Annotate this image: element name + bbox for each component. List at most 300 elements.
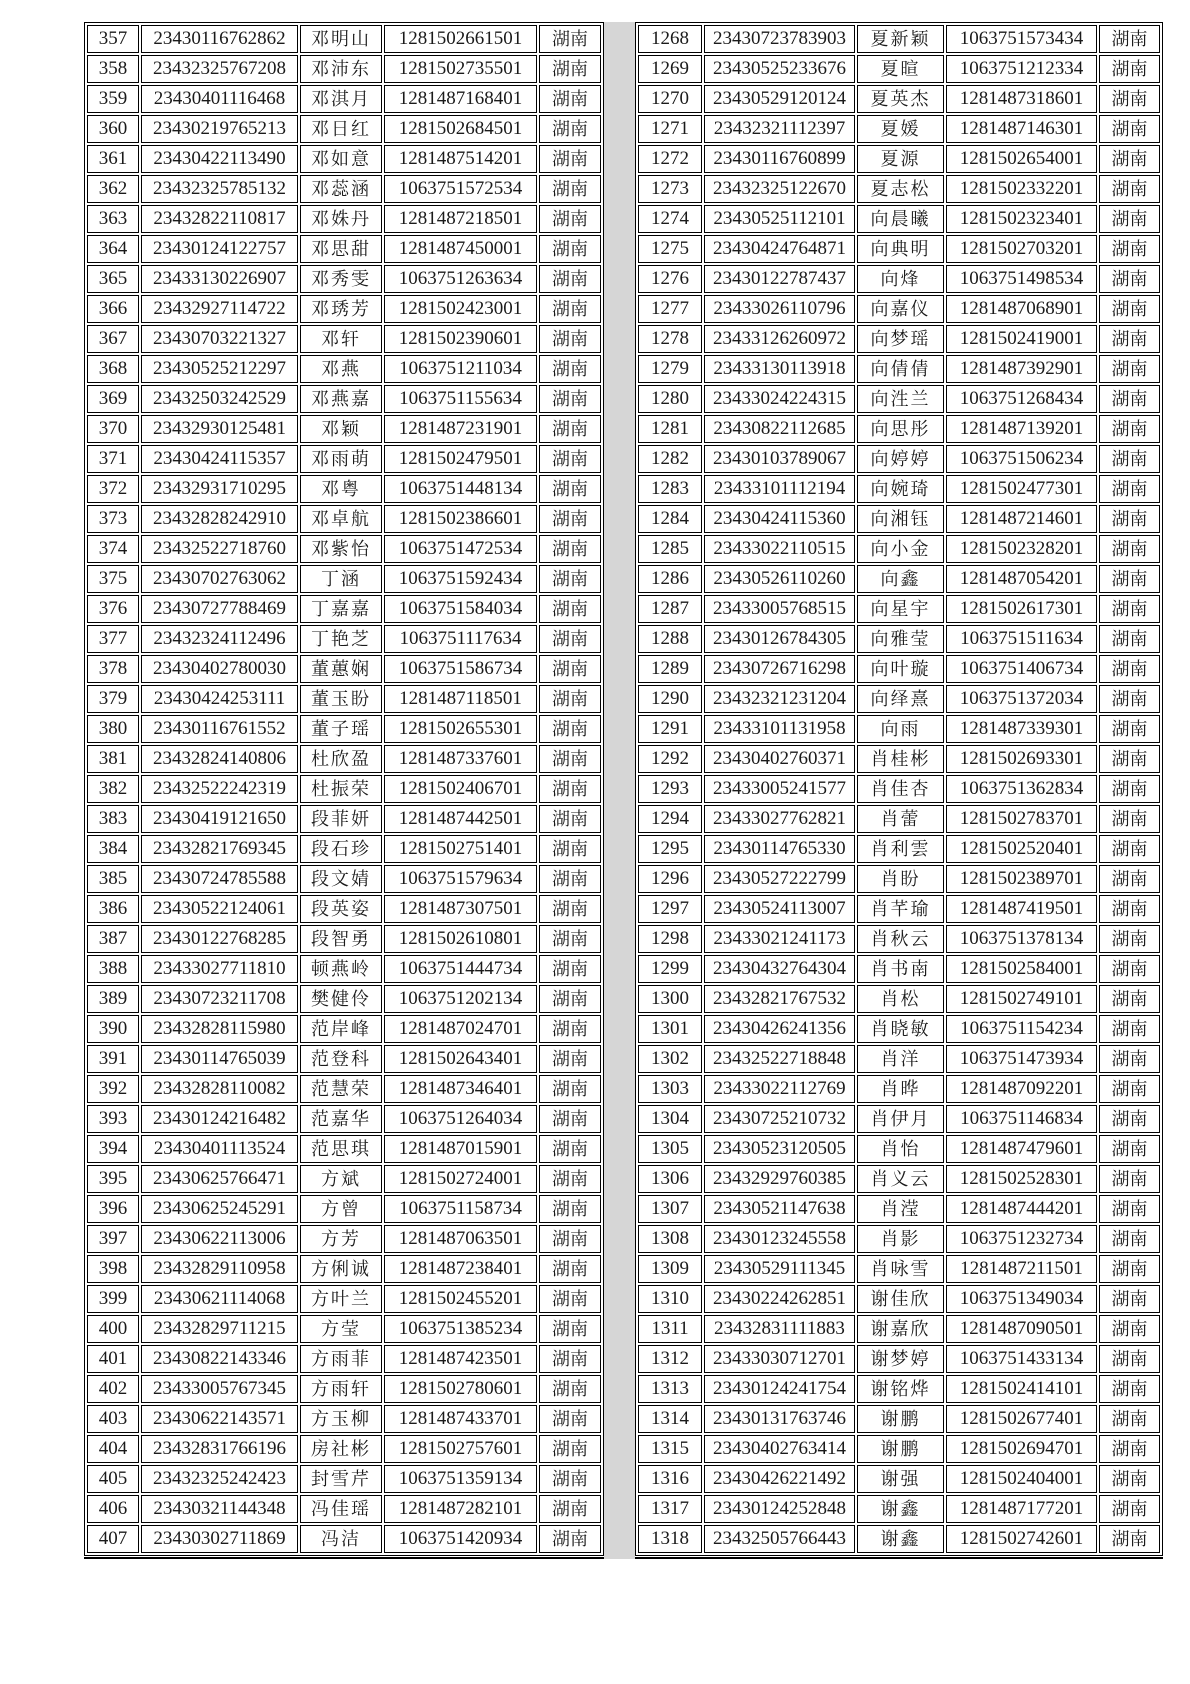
row-index-cell: 360: [87, 115, 139, 143]
province-cell: 湖南: [539, 625, 601, 653]
table-row: [638, 685, 1160, 713]
name-cell: 邓轩: [300, 325, 382, 353]
cert-no-cell: 1281487392901: [946, 355, 1097, 383]
province-cell: 湖南: [1099, 535, 1160, 563]
cert-no-cell: 1063751444734: [384, 955, 537, 983]
exam-id-cell: 23432821767532: [704, 985, 855, 1013]
row-index-cell: 1275: [638, 235, 702, 263]
cert-no-cell: 1063751572534: [384, 175, 537, 203]
cert-no-cell: 1281502751401: [384, 835, 537, 863]
name-cell: 肖佳杏: [857, 775, 944, 803]
row-index-cell: 361: [87, 145, 139, 173]
table-row: [638, 565, 1160, 593]
cert-no-cell: 1281502617301: [946, 595, 1097, 623]
exam-id-cell: 23430103789067: [704, 445, 855, 473]
province-cell: 湖南: [1099, 685, 1160, 713]
table-row: [638, 55, 1160, 83]
table-row: [638, 625, 1160, 653]
name-cell: 向鑫: [857, 565, 944, 593]
table-row: [87, 1135, 601, 1163]
row-index-cell: 386: [87, 895, 139, 923]
province-cell: 湖南: [1099, 1255, 1160, 1283]
table-row: [638, 1315, 1160, 1343]
province-cell: 湖南: [1099, 325, 1160, 353]
row-index-cell: 1285: [638, 535, 702, 563]
cert-no-cell: 1063751349034: [946, 1285, 1097, 1313]
province-cell: 湖南: [1099, 655, 1160, 683]
name-cell: 邓燕嘉: [300, 385, 382, 413]
row-index-cell: 1268: [638, 25, 702, 53]
table-row: [87, 145, 601, 173]
name-cell: 肖义云: [857, 1165, 944, 1193]
table-row: [87, 1255, 601, 1283]
province-cell: 湖南: [539, 535, 601, 563]
exam-id-cell: 23430124216482: [141, 1105, 298, 1133]
name-cell: 范岸峰: [300, 1015, 382, 1043]
exam-id-cell: 23432824140806: [141, 745, 298, 773]
cert-no-cell: 1281502610801: [384, 925, 537, 953]
cert-no-cell: 1063751586734: [384, 655, 537, 683]
name-cell: 段石珍: [300, 835, 382, 863]
name-cell: 冯洁: [300, 1525, 382, 1553]
row-index-cell: 373: [87, 505, 139, 533]
name-cell: 肖书南: [857, 955, 944, 983]
table-row: [638, 265, 1160, 293]
row-index-cell: 397: [87, 1225, 139, 1253]
cert-no-cell: 1063751268434: [946, 385, 1097, 413]
exam-id-cell: 23430432764304: [704, 955, 855, 983]
name-cell: 向梦瑶: [857, 325, 944, 353]
exam-id-cell: 23432828242910: [141, 505, 298, 533]
exam-id-cell: 23432325122670: [704, 175, 855, 203]
exam-id-cell: 23430424115357: [141, 445, 298, 473]
exam-id-cell: 23430822112685: [704, 415, 855, 443]
cert-no-cell: 1063751579634: [384, 865, 537, 893]
table-row: [87, 1465, 601, 1493]
name-cell: 夏新颖: [857, 25, 944, 53]
exam-id-cell: 23433024224315: [704, 385, 855, 413]
exam-id-cell: 23430419121650: [141, 805, 298, 833]
name-cell: 邓卓航: [300, 505, 382, 533]
name-cell: 向典明: [857, 235, 944, 263]
table-row: [638, 535, 1160, 563]
row-index-cell: 387: [87, 925, 139, 953]
table-row: [638, 1525, 1160, 1553]
cert-no-cell: 1063751155634: [384, 385, 537, 413]
exam-id-cell: 23432503242529: [141, 385, 298, 413]
cert-no-cell: 1063751506234: [946, 445, 1097, 473]
table-row: [87, 25, 601, 53]
province-cell: 湖南: [539, 775, 601, 803]
row-index-cell: 381: [87, 745, 139, 773]
table-row: [87, 385, 601, 413]
row-index-cell: 1274: [638, 205, 702, 233]
province-cell: 湖南: [539, 925, 601, 953]
row-index-cell: 379: [87, 685, 139, 713]
row-index-cell: 1293: [638, 775, 702, 803]
exam-id-cell: 23430116762862: [141, 25, 298, 53]
row-index-cell: 1299: [638, 955, 702, 983]
cert-no-cell: 1281487054201: [946, 565, 1097, 593]
cert-no-cell: 1063751472534: [384, 535, 537, 563]
name-cell: 方莹: [300, 1315, 382, 1343]
province-cell: 湖南: [539, 1255, 601, 1283]
row-index-cell: 1310: [638, 1285, 702, 1313]
exam-id-cell: 23430525112101: [704, 205, 855, 233]
province-cell: 湖南: [1099, 475, 1160, 503]
row-index-cell: 390: [87, 1015, 139, 1043]
cert-no-cell: 1281502735501: [384, 55, 537, 83]
name-cell: 方玉柳: [300, 1405, 382, 1433]
cert-no-cell: 1281487214601: [946, 505, 1097, 533]
cert-no-cell: 1281487139201: [946, 415, 1097, 443]
table-row: [638, 355, 1160, 383]
province-cell: 湖南: [1099, 1015, 1160, 1043]
name-cell: 向湘钰: [857, 505, 944, 533]
cert-no-cell: 1281487015901: [384, 1135, 537, 1163]
row-index-cell: 1318: [638, 1525, 702, 1553]
province-cell: 湖南: [1099, 1045, 1160, 1073]
row-index-cell: 1303: [638, 1075, 702, 1103]
name-cell: 谢强: [857, 1465, 944, 1493]
name-cell: 谢铭烨: [857, 1375, 944, 1403]
row-index-cell: 368: [87, 355, 139, 383]
name-cell: 夏源: [857, 145, 944, 173]
row-index-cell: 399: [87, 1285, 139, 1313]
province-cell: 湖南: [539, 505, 601, 533]
cert-no-cell: 1281502677401: [946, 1405, 1097, 1433]
row-index-cell: 371: [87, 445, 139, 473]
cert-no-cell: 1281502584001: [946, 955, 1097, 983]
cert-no-cell: 1281487442501: [384, 805, 537, 833]
province-cell: 湖南: [1099, 715, 1160, 743]
province-cell: 湖南: [539, 715, 601, 743]
cert-no-cell: 1281487339301: [946, 715, 1097, 743]
province-cell: 湖南: [539, 1345, 601, 1373]
exam-id-cell: 23432325785132: [141, 175, 298, 203]
cert-no-cell: 1063751154234: [946, 1015, 1097, 1043]
table-row: [87, 595, 601, 623]
exam-id-cell: 23430124241754: [704, 1375, 855, 1403]
name-cell: 杜振荣: [300, 775, 382, 803]
row-index-cell: 1280: [638, 385, 702, 413]
table-row: [638, 1375, 1160, 1403]
name-cell: 向小金: [857, 535, 944, 563]
row-index-cell: 363: [87, 205, 139, 233]
table-row: [87, 865, 601, 893]
table-row: [87, 1075, 601, 1103]
cert-no-cell: 1063751264034: [384, 1105, 537, 1133]
cert-no-cell: 1063751372034: [946, 685, 1097, 713]
exam-id-cell: 23432321112397: [704, 115, 855, 143]
exam-id-cell: 23433126260972: [704, 325, 855, 353]
cert-no-cell: 1281487068901: [946, 295, 1097, 323]
province-cell: 湖南: [539, 1375, 601, 1403]
province-cell: 湖南: [539, 1105, 601, 1133]
table-row: [638, 1165, 1160, 1193]
name-cell: 向叶璇: [857, 655, 944, 683]
province-cell: 湖南: [1099, 1495, 1160, 1523]
province-cell: 湖南: [1099, 505, 1160, 533]
province-cell: 湖南: [539, 1525, 601, 1553]
row-index-cell: 357: [87, 25, 139, 53]
row-index-cell: 1315: [638, 1435, 702, 1463]
exam-id-cell: 23432325242423: [141, 1465, 298, 1493]
row-index-cell: 385: [87, 865, 139, 893]
province-cell: 湖南: [1099, 1225, 1160, 1253]
province-cell: 湖南: [539, 415, 601, 443]
exam-id-cell: 23430723783903: [704, 25, 855, 53]
table-row: [638, 1255, 1160, 1283]
table-row: [638, 205, 1160, 233]
roster-table-right: [635, 22, 1163, 1556]
exam-id-cell: 23430703221327: [141, 325, 298, 353]
exam-id-cell: 23433027711810: [141, 955, 298, 983]
cert-no-cell: 1281502654001: [946, 145, 1097, 173]
province-cell: 湖南: [539, 655, 601, 683]
table-row: [638, 385, 1160, 413]
exam-id-cell: 23432831766196: [141, 1435, 298, 1463]
cert-no-cell: 1281502703201: [946, 235, 1097, 263]
cert-no-cell: 1281487146301: [946, 115, 1097, 143]
province-cell: 湖南: [539, 1285, 601, 1313]
province-cell: 湖南: [539, 115, 601, 143]
name-cell: 邓淇月: [300, 85, 382, 113]
cert-no-cell: 1281502749101: [946, 985, 1097, 1013]
province-cell: 湖南: [1099, 85, 1160, 113]
row-index-cell: 1290: [638, 685, 702, 713]
name-cell: 邓思甜: [300, 235, 382, 263]
province-cell: 湖南: [1099, 1195, 1160, 1223]
row-index-cell: 1304: [638, 1105, 702, 1133]
exam-id-cell: 23433005241577: [704, 775, 855, 803]
table-row: [87, 1225, 601, 1253]
table-row: [87, 505, 601, 533]
table-row: [638, 985, 1160, 1013]
row-index-cell: 382: [87, 775, 139, 803]
cert-no-cell: 1281487090501: [946, 1315, 1097, 1343]
cert-no-cell: 1063751211034: [384, 355, 537, 383]
province-cell: 湖南: [1099, 1105, 1160, 1133]
exam-id-cell: 23432522242319: [141, 775, 298, 803]
cert-no-cell: 1281487118501: [384, 685, 537, 713]
cert-no-cell: 1281487063501: [384, 1225, 537, 1253]
name-cell: 肖晔: [857, 1075, 944, 1103]
table-row: [87, 1345, 601, 1373]
exam-id-cell: 23433022112769: [704, 1075, 855, 1103]
row-index-cell: 389: [87, 985, 139, 1013]
row-index-cell: 1296: [638, 865, 702, 893]
name-cell: 邓紫怡: [300, 535, 382, 563]
province-cell: 湖南: [1099, 385, 1160, 413]
province-cell: 湖南: [539, 1135, 601, 1163]
cert-no-cell: 1063751473934: [946, 1045, 1097, 1073]
exam-id-cell: 23430116761552: [141, 715, 298, 743]
name-cell: 董蕙娴: [300, 655, 382, 683]
table-row: [638, 1495, 1160, 1523]
exam-id-cell: 23430402763414: [704, 1435, 855, 1463]
cert-no-cell: 1281487177201: [946, 1495, 1097, 1523]
cert-no-cell: 1281502423001: [384, 295, 537, 323]
cert-no-cell: 1281502655301: [384, 715, 537, 743]
province-cell: 湖南: [539, 745, 601, 773]
name-cell: 邓明山: [300, 25, 382, 53]
exam-id-cell: 23432829711215: [141, 1315, 298, 1343]
cert-no-cell: 1281502661501: [384, 25, 537, 53]
row-index-cell: 364: [87, 235, 139, 263]
province-cell: 湖南: [539, 85, 601, 113]
name-cell: 方雨轩: [300, 1375, 382, 1403]
table-row: [87, 175, 601, 203]
row-index-cell: 1286: [638, 565, 702, 593]
row-index-cell: 1283: [638, 475, 702, 503]
name-cell: 谢鑫: [857, 1525, 944, 1553]
exam-id-cell: 23433101112194: [704, 475, 855, 503]
table-row: [87, 475, 601, 503]
row-index-cell: 402: [87, 1375, 139, 1403]
province-cell: 湖南: [539, 1315, 601, 1343]
name-cell: 段文婧: [300, 865, 382, 893]
table-row: [87, 1435, 601, 1463]
name-cell: 向雅莹: [857, 625, 944, 653]
exam-id-cell: 23432821769345: [141, 835, 298, 863]
name-cell: 邓日红: [300, 115, 382, 143]
province-cell: 湖南: [539, 1405, 601, 1433]
table-row: [87, 625, 601, 653]
name-cell: 肖盼: [857, 865, 944, 893]
exam-id-cell: 23432505766443: [704, 1525, 855, 1553]
table-row: [87, 445, 601, 473]
cert-no-cell: 1281502479501: [384, 445, 537, 473]
province-cell: 湖南: [1099, 1075, 1160, 1103]
table-row: [87, 685, 601, 713]
province-cell: 湖南: [1099, 895, 1160, 923]
exam-id-cell: 23432930125481: [141, 415, 298, 443]
exam-id-cell: 23430529111345: [704, 1255, 855, 1283]
name-cell: 向绎熹: [857, 685, 944, 713]
row-index-cell: 370: [87, 415, 139, 443]
cert-no-cell: 1063751117634: [384, 625, 537, 653]
name-cell: 邓如意: [300, 145, 382, 173]
cert-no-cell: 1063751511634: [946, 625, 1097, 653]
exam-id-cell: 23430726716298: [704, 655, 855, 683]
exam-id-cell: 23432822110817: [141, 205, 298, 233]
name-cell: 谢鹏: [857, 1435, 944, 1463]
table-row: [87, 265, 601, 293]
row-index-cell: 362: [87, 175, 139, 203]
table-row: [638, 115, 1160, 143]
table-row: [87, 235, 601, 263]
exam-id-cell: 23430622113006: [141, 1225, 298, 1253]
table-row: [87, 715, 601, 743]
cert-no-cell: 1281487423501: [384, 1345, 537, 1373]
name-cell: 谢梦婷: [857, 1345, 944, 1373]
row-index-cell: 1292: [638, 745, 702, 773]
province-cell: 湖南: [1099, 925, 1160, 953]
cert-no-cell: 1281487211501: [946, 1255, 1097, 1283]
table-row: [87, 1285, 601, 1313]
row-index-cell: 1272: [638, 145, 702, 173]
exam-id-cell: 23432324112496: [141, 625, 298, 653]
table-row: [638, 1195, 1160, 1223]
province-cell: 湖南: [539, 985, 601, 1013]
name-cell: 董子瑶: [300, 715, 382, 743]
name-cell: 顿燕岭: [300, 955, 382, 983]
row-index-cell: 1309: [638, 1255, 702, 1283]
roster-table-left: [84, 22, 604, 1556]
table-row: [87, 1315, 601, 1343]
name-cell: 谢鹏: [857, 1405, 944, 1433]
cert-no-cell: 1063751584034: [384, 595, 537, 623]
row-index-cell: 1301: [638, 1015, 702, 1043]
cert-no-cell: 1281487337601: [384, 745, 537, 773]
name-cell: 邓沛东: [300, 55, 382, 83]
exam-id-cell: 23430401116468: [141, 85, 298, 113]
row-index-cell: 395: [87, 1165, 139, 1193]
row-index-cell: 376: [87, 595, 139, 623]
table-row: [87, 415, 601, 443]
table-row: [638, 745, 1160, 773]
province-cell: 湖南: [539, 1195, 601, 1223]
exam-id-cell: 23433030712701: [704, 1345, 855, 1373]
exam-id-cell: 23430321144348: [141, 1495, 298, 1523]
row-index-cell: 405: [87, 1465, 139, 1493]
table-row: [87, 775, 601, 803]
exam-id-cell: 23430114765039: [141, 1045, 298, 1073]
table-row: [638, 595, 1160, 623]
exam-id-cell: 23430424115360: [704, 505, 855, 533]
roster-table-right-wrap: [635, 22, 1163, 1559]
province-cell: 湖南: [1099, 595, 1160, 623]
name-cell: 肖松: [857, 985, 944, 1013]
row-index-cell: 1313: [638, 1375, 702, 1403]
exam-id-cell: 23430123245558: [704, 1225, 855, 1253]
name-cell: 向嘉仪: [857, 295, 944, 323]
cert-no-cell: 1063751592434: [384, 565, 537, 593]
table-row: [638, 325, 1160, 353]
row-index-cell: 1316: [638, 1465, 702, 1493]
table-row: [87, 1405, 601, 1433]
province-cell: 湖南: [539, 1465, 601, 1493]
table-row: [87, 1045, 601, 1073]
row-index-cell: 1284: [638, 505, 702, 533]
row-index-cell: 1270: [638, 85, 702, 113]
province-cell: 湖南: [539, 955, 601, 983]
exam-id-cell: 23432321231204: [704, 685, 855, 713]
table-row: [638, 1045, 1160, 1073]
name-cell: 杜欣盈: [300, 745, 382, 773]
row-index-cell: 377: [87, 625, 139, 653]
table-row: [638, 145, 1160, 173]
name-cell: 丁嘉嘉: [300, 595, 382, 623]
name-cell: 肖怡: [857, 1135, 944, 1163]
province-cell: 湖南: [1099, 295, 1160, 323]
province-cell: 湖南: [1099, 1405, 1160, 1433]
table-row: [87, 295, 601, 323]
province-cell: 湖南: [1099, 25, 1160, 53]
name-cell: 肖晓敏: [857, 1015, 944, 1043]
row-index-cell: 400: [87, 1315, 139, 1343]
row-index-cell: 384: [87, 835, 139, 863]
name-cell: 方叶兰: [300, 1285, 382, 1313]
cert-no-cell: 1063751433134: [946, 1345, 1097, 1373]
cert-no-cell: 1281502389701: [946, 865, 1097, 893]
exam-id-cell: 23432522718848: [704, 1045, 855, 1073]
province-cell: 湖南: [1099, 985, 1160, 1013]
name-cell: 向倩倩: [857, 355, 944, 383]
row-index-cell: 406: [87, 1495, 139, 1523]
exam-id-cell: 23432831111883: [704, 1315, 855, 1343]
